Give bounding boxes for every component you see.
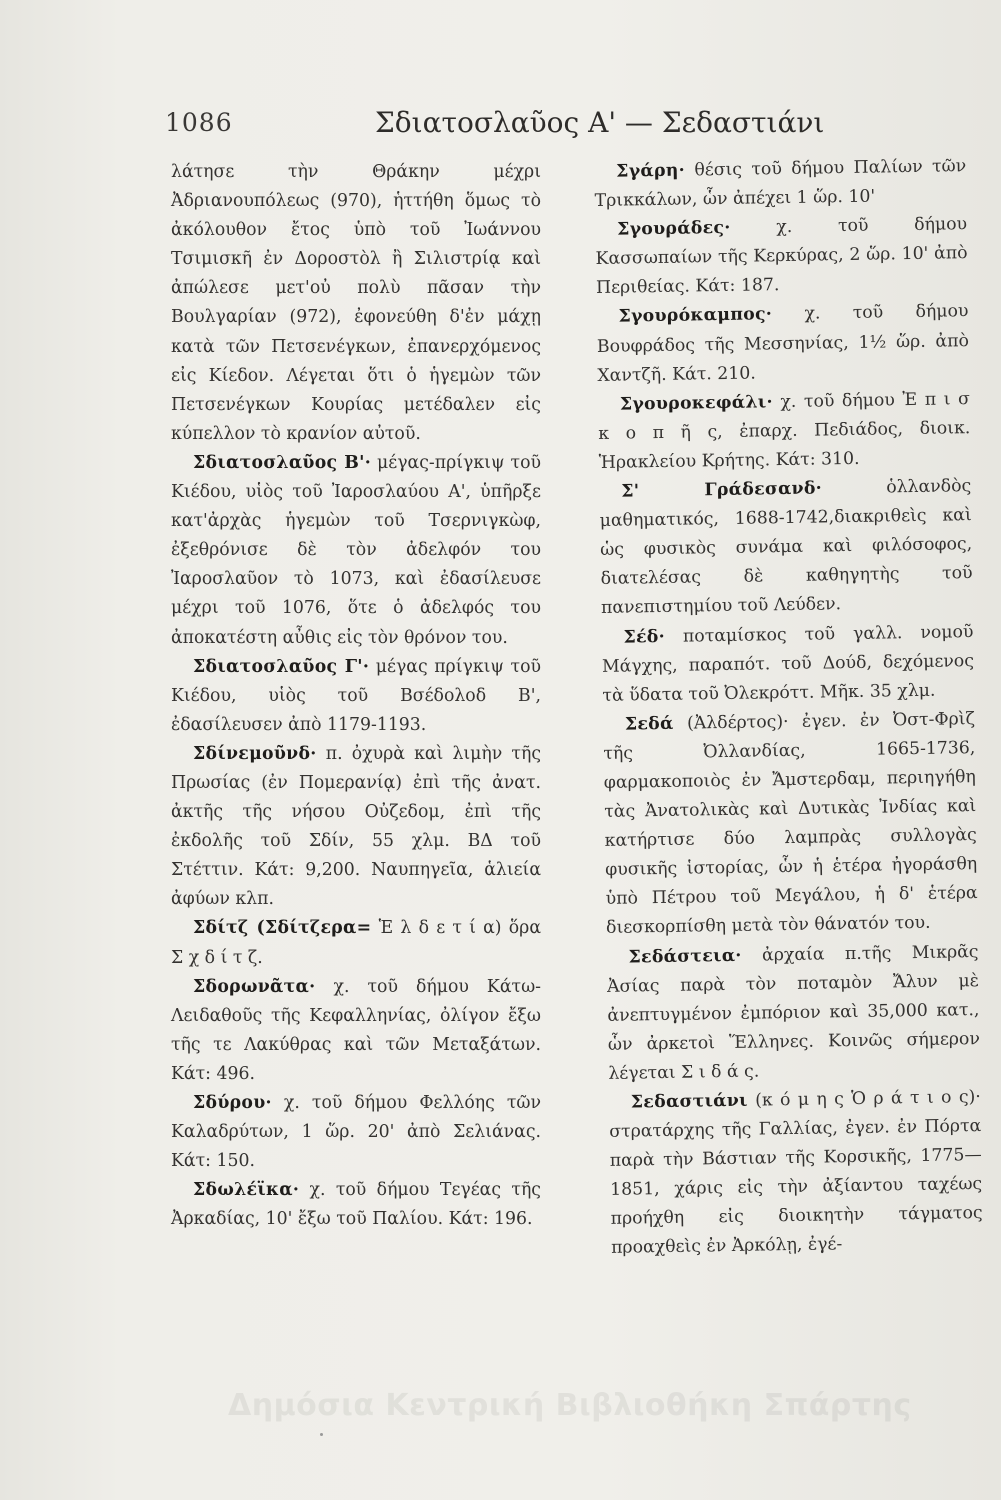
entry-text: θέσις τοῦ δήμου Παλίων τῶν Τρικκάλων, ὧν ἀπέχει 1 ὥρ. 10' xyxy=(594,156,967,212)
entry-text: χ. τοῦ δήμου Κάτω-Λειδαθοῦς τῆς Κεφαλληνίας, ὀλίγον ἔξω τῆς τε Λακύθρας καὶ τῶν Μεταξάτων. Κάτ: 496. xyxy=(171,976,542,1084)
entry-headword: Σεδαστιάνι xyxy=(630,1090,748,1113)
entry-text: π. ὀχυρὰ καὶ λιμὴν τῆς Πρωσίας (ἐν Πομερανίᾳ) ἐπὶ τῆς ἀνατ. ἀκτῆς τῆς νήσου Οὐζεδομ, ἐπὶ τῆς ἐκδολῆς τοῦ Σδίν, 55 χλμ. ΒΔ τοῦ Στέττιν. Κάτ: 9,200. Ναυπηγεῖα, ἁλιεία ἀφύων κλπ. xyxy=(171,743,541,910)
dictionary-entry xyxy=(594,152,967,216)
entry-headword: Σεδά xyxy=(624,713,674,735)
entry-headword: Σδωλέϊκα· xyxy=(193,1180,300,1201)
entry-text: μέγας-πρίγκιψ τοῦ Κιέδου, υἱὸς τοῦ Ἰαροσλαύου Α', ὑπῆρξε κατ'ἀρχὰς ἡγεμὼν τοῦ Τσερνιγκὼφ, ἐξεθρόνισε δὲ τὸν ἀδελφόν του Ἰαροσλαῦον τὸ 1073, καὶ ἐδασίλευσε μέχρι τοῦ 1076, ὅτε ὁ ἀδελφός του ἀποκατέστη αὖθις εἰς τὸν θρόνον του. xyxy=(171,452,541,648)
page-header xyxy=(165,106,825,148)
dictionary-entry xyxy=(171,740,541,915)
dictionary-entry xyxy=(601,618,974,711)
dictionary-entry xyxy=(598,385,971,478)
page-number: 1086 xyxy=(165,108,233,137)
dictionary-entry xyxy=(603,705,979,944)
entry-headword: Σδίτζ (Σδίτζερα= xyxy=(193,918,372,939)
dictionary-entry xyxy=(171,158,541,449)
dictionary-entry xyxy=(171,653,541,740)
entry-text: χ. τοῦ δήμου Βουφράδος τῆς Μεσσηνίας, 1½ ὥρ. ἀπὸ Χαντζῆ. Κάτ. 210. xyxy=(596,301,970,386)
entry-headword: Σ' Γράδεσανδ· xyxy=(621,478,823,502)
entry-text: (Ἀλδέρτος)· ἐγεν. ἐν Ὀστ-Φρὶζ τῆς Ὀλλανδίας, 1665-1736, φαρμακοποιὸς ἐν Ἄμστερδαμ, περιηγήθη τὰς Ἀνατολικὰς καὶ Δυτικὰς Ἰνδίας καὶ κατήρτισε δύο λαμπρὰς συλλογὰς φυσικῆς ἱστορίας, ὧν ἡ ἑτέρα ἠγοράσθη ὑπὸ Πέτρου τοῦ Μεγάλου, ἡ δ' ἑτέρα διεσκορπίσθη μετὰ τὸν θάνατόν του. xyxy=(603,708,978,939)
entry-text: χ. τοῦ δήμου Κασσωπαίων τῆς Κερκύρας, 2 ὥρ. 10' ἀπὸ Περιθείας. Κάτ: 187. xyxy=(595,214,968,299)
entry-text: χ. τοῦ δήμου Τεγέας τῆς Ἀρκαδίας, 10' ἔξω τοῦ Παλίου. Κάτ: 196. xyxy=(171,1180,541,1230)
entry-headword: Σδορωνᾶτα· xyxy=(193,976,316,997)
entry-text: χ. τοῦ δήμου Φελλόης τῶν Καλαδρύτων, 1 ὥρ. 20' ἀπὸ Σελιάνας. Κάτ: 150. xyxy=(171,1093,541,1172)
entry-headword: Σδίνεμοῦνδ· xyxy=(193,743,317,764)
entry-text: (κ ό μ η ς Ὁ ρ ά τ ι ο ς)· στρατάρχης τῆς Γαλλίας, ἐγεν. ἐν Πόρτα παρὰ τὴν Βάστιαν τῆς Κορσικῆς, 1775—1851, χάρις εἰς τὴν ἀξίαντου ταχέως προήχθη εἰς διοικητὴν τάγματος προαχθεὶς ἐν Ἀρκόλῃ, ἐγέ- xyxy=(609,1087,983,1259)
entry-text: λάτησε τὴν Θράκην μέχρι Ἀδριανουπόλεως (970), ἡττήθη ὅμως τὸ ἀκόλουθον ἔτος ὑπὸ τοῦ Ἰωάννου Τσιμισκῆ ἐν Δοροστὸλ ἢ Σιλιστρίᾳ καὶ ἀπώλεσε μετ'οὐ πολὺ πᾶσαν τὴν Βουλγαρίαν (972), ἐφονεύθη δ'ἐν μάχῃ κατὰ τῶν Πετσενέγκων, ἐπανερχόμενος εἰς Κίεδον. Λέγεται ὅτι ὁ ἡγεμὼν τῶν Πετσενέγκων Κουρίας μετέδαλεν εἰς κύπελλον τὸ κρανίον αὐτοῦ. xyxy=(171,162,541,444)
entry-text: μέγας πρίγκιψ τοῦ Κιέδου, υἱὸς τοῦ Βσέδολοδ Β', ἐδασίλευσεν ἀπὸ 1179-1193. xyxy=(171,656,541,735)
dictionary-entry xyxy=(171,1176,541,1234)
right-column xyxy=(594,152,983,1263)
entry-text: χ. τοῦ δήμου Ἐ π ι σ κ ο π ῆ ς, ἐπαρχ. Πεδιάδος, διοικ. Ἡρακλείου Κρήτης. Κάτ: 310. xyxy=(598,388,971,473)
entry-text: Ἑ λ δ ε τ ί α) ὅρα Σ χ δ ί τ ζ. xyxy=(171,918,541,968)
running-head: Σδιατοσλαῦος Α' — Σεδαστιάνι xyxy=(375,106,825,139)
entry-headword: Σδιατοσλαῦος Β'· xyxy=(193,452,372,473)
entry-headword: Σγάρη· xyxy=(616,160,686,182)
dictionary-entry xyxy=(599,472,973,623)
scan-speck xyxy=(320,1433,323,1436)
left-column xyxy=(171,158,541,1234)
entry-text: ὁλλανδὸς μαθηματικός, 1688-1742,διακριθεὶς καὶ ὡς φυσικὸς συνάμα καὶ φιλόσοφος, διατελέσας δὲ καθηγητὴς τοῦ πανεπιστημίου τοῦ Λεύδεν. xyxy=(599,476,973,619)
dictionary-entry xyxy=(596,298,969,391)
entry-headword: Σέδ· xyxy=(623,626,666,648)
dictionary-entry xyxy=(595,210,968,303)
entry-headword: Σγουρόκαμπος· xyxy=(618,304,773,328)
entry-headword: Σδιατοσλαῦος Γ'· xyxy=(193,656,370,677)
entry-headword: Σεδάστεια· xyxy=(628,945,742,968)
entry-headword: Σγουροκεφάλι· xyxy=(619,391,773,415)
dictionary-entry xyxy=(171,914,541,972)
library-watermark: Δημόσια Κεντρική Βιβλιοθήκη Σπάρτης xyxy=(228,1388,912,1423)
dictionary-entry xyxy=(609,1083,984,1263)
dictionary-entry xyxy=(171,449,541,653)
dictionary-entry xyxy=(171,1089,541,1176)
dictionary-entry xyxy=(171,973,541,1089)
entry-text: ἀρχαία π.τῆς Μικρᾶς Ἀσίας παρὰ τὸν ποταμὸν Ἄλυν μὲ ἀνεπτυγμένον ἐμπόριον καὶ 35,000 κατ., ὧν ἀρκετοὶ Ἕλληνες. Κοινῶς σήμερον λέγεται Σ ι δ ά ς. xyxy=(606,941,981,1084)
entry-text: ποταμίσκος τοῦ γαλλ. νομοῦ Μάγχης, παραπότ. τοῦ Δούδ, δεχόμενος τὰ ὕδατα τοῦ Ὀλεκρόττ. Μῆκ. 35 χλμ. xyxy=(601,621,975,706)
entry-headword: Σγουράδες· xyxy=(616,218,731,240)
entry-headword: Σδύρου· xyxy=(193,1093,272,1113)
dictionary-entry xyxy=(606,938,980,1089)
